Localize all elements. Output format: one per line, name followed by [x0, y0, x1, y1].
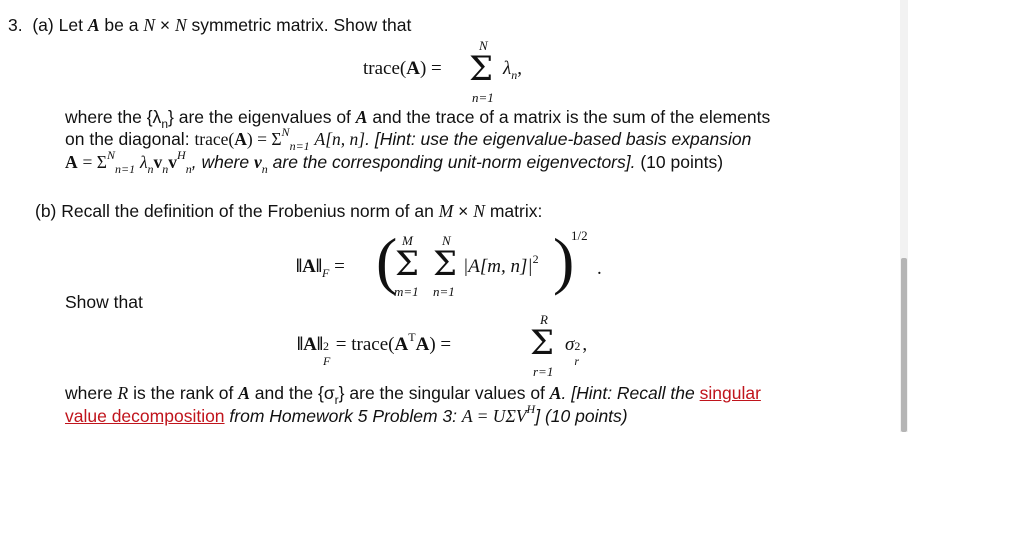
summand-sigma: σ 2 r ,: [565, 334, 588, 368]
sum-lower-n1: n=1: [472, 90, 494, 105]
sum-upper-N: N: [479, 38, 488, 53]
left-paren: (: [376, 225, 398, 296]
var-N: N: [143, 15, 155, 35]
svd-link-part1[interactable]: singular: [699, 383, 761, 403]
sigma-r-symbol: Σ: [530, 323, 555, 363]
part-b-heading: (b) Recall the definition of the Frobenius norm of an M × N matrix:: [35, 201, 543, 221]
equation-norm-trace: ‖A‖ 2 F = $trace(A^TA)$ =: [297, 330, 452, 368]
summand-lambda: $\lambda_n$,: [503, 58, 522, 82]
scrollbar-thumb[interactable]: [901, 258, 907, 432]
part-b-label: (b): [35, 201, 57, 221]
desc-a-line2: on the diagonal: trace(A) = $\Sigma^N_{n=1}$ A[n, n]. [Hint: use the eigenvalue-based basis expansion: [65, 125, 752, 153]
period: .: [597, 258, 602, 279]
sum1-upper: M: [402, 233, 413, 248]
var-N: N: [174, 15, 187, 35]
sigma-symbol: Σ: [469, 49, 494, 89]
desc-b-line1: where R is the rank of A and the $\{\sigma_r\}$ are the singular values of A. [Hint: Recall the singular: [65, 383, 761, 407]
problem-number: 3.: [8, 15, 23, 35]
svd-link-part2[interactable]: value decomposition: [65, 406, 225, 426]
points-a: (10 points): [640, 152, 724, 172]
sum3-lower: r=1: [533, 364, 554, 379]
desc-a-line3: $A = \Sigma^N_{n=1}$ $\lambda_nv_nv^H_n$, where $v_n$ are the corresponding unit-norm eigenvectors]. (10 points): [65, 148, 724, 176]
sum1-lower: m=1: [394, 284, 419, 299]
outer-exponent: 1/2: [571, 228, 588, 243]
text-let: Let: [58, 15, 83, 35]
right-paren: ): [553, 225, 575, 296]
equation-trace-sum: trace(A) =: [363, 58, 442, 79]
times-symbol: ×: [159, 15, 171, 35]
show-that-text: Show that: [65, 292, 143, 312]
desc-b-line2: value decomposition from Homework 5 Problem 3: $A = U\Sigma V^H$] (10 points): [65, 402, 628, 426]
part-a-label: (a): [32, 15, 54, 35]
frobenius-lhs: $‖A‖_F$ =: [296, 256, 345, 280]
sum2-upper: N: [442, 233, 451, 248]
sum3-upper: R: [540, 312, 548, 327]
frobenius-summand: |A[m, $n]|^2$: [463, 252, 539, 277]
problem-heading: [8, 14, 411, 36]
text-symmetric: symmetric matrix. Show that: [191, 15, 412, 35]
desc-a-line1: where the $\{\lambda_n\}$ are the eigenvalues of A and the trace of a matrix is the sum of the elements: [65, 107, 771, 131]
sigma-m-symbol: Σ: [395, 244, 420, 284]
matrix-A: A: [87, 15, 100, 35]
sum2-lower: n=1: [433, 284, 455, 299]
sigma-n-symbol: Σ: [433, 244, 458, 284]
text-be-a: be a: [104, 15, 139, 35]
